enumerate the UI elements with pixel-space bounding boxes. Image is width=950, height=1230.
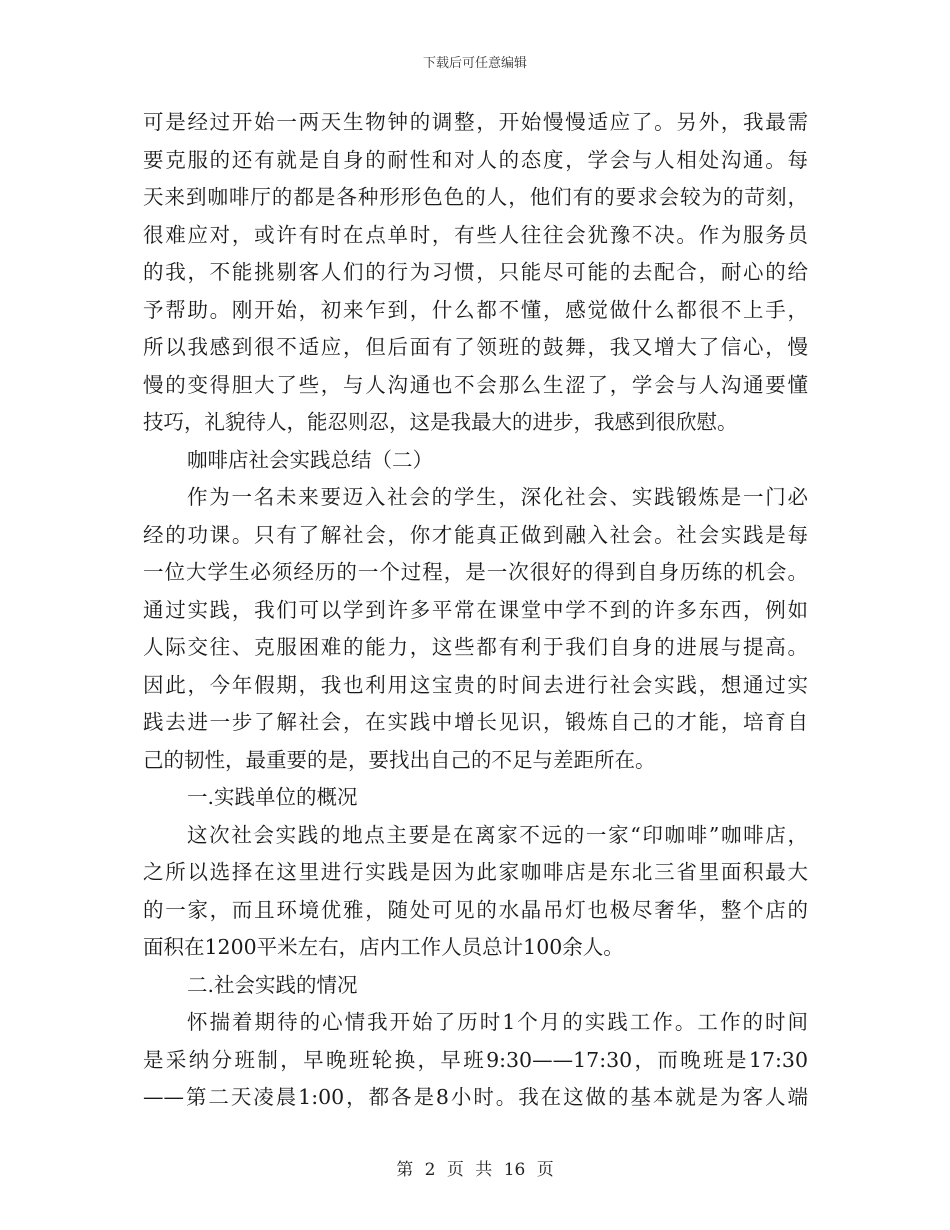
text-line: 要克服的还有就是自身的耐性和对人的态度，学会与人相处沟通。每	[143, 147, 808, 172]
text-line: 是采纳分班制，早晚班轮换，早班9:30——17:30，而晚班是17:30	[143, 1047, 808, 1072]
section-heading: 二.社会实践的情况	[187, 972, 358, 997]
text-line: 天来到咖啡厅的都是各种形形色色的人，他们有的要求会较为的苛刻，	[143, 185, 808, 209]
text-line: 通过实践，我们可以学到许多平常在课堂中学不到的许多东西，例如	[143, 597, 808, 622]
text-line: 所以我感到很不适应，但后面有了领班的鼓舞，我又增大了信心，慢	[143, 335, 808, 359]
text-line: 人际交往、克服困难的能力，这些都有利于我们自身的进展与提高。	[143, 635, 808, 659]
section-heading: 一.实践单位的概况	[187, 785, 358, 809]
text-line: 作为一名未来要迈入社会的学生，深化社会、实践锻炼是一门必	[187, 485, 808, 509]
page-header: 下载后可任意编辑	[422, 56, 527, 71]
text-line: 一位大学生必须经历的一个过程，是一次很好的得到自身历练的机会。	[143, 560, 808, 584]
text-line: 践去进一步了解社会，在实践中增长见识，锻炼自己的才能，培育自	[143, 710, 808, 734]
text-line: 这次社会实践的地点主要是在离家不远的一家“印咖啡”咖啡店，	[187, 822, 808, 847]
section-heading: 咖啡店社会实践总结（二）	[187, 447, 433, 472]
text-line: 技巧，礼貌待人，能忍则忍，这是我最大的进步，我感到很欣慰。	[143, 410, 738, 434]
text-line: 慢的变得胆大了些，与人沟通也不会那么生涩了，学会与人沟通要懂	[143, 372, 808, 397]
text-line: ——第二天凌晨1:00，都各是8小时。我在这做的基本就是为客人端	[143, 1085, 808, 1109]
text-line: 因此，今年假期，我也利用这宝贵的时间去进行社会实践，想通过实	[143, 672, 808, 697]
text-line: 面积在1200平米左右，店内工作人员总计100余人。	[143, 935, 624, 959]
page-footer: 第 2 页 共 16 页	[396, 1160, 554, 1180]
text-line: 可是经过开始一两天生物钟的调整，开始慢慢适应了。另外，我最需	[143, 110, 808, 134]
text-line: 的我，不能挑剔客人们的行为习惯，只能尽可能的去配合，耐心的给	[143, 260, 808, 284]
text-line: 予帮助。刚开始，初来乍到，什么都不懂，感觉做什么都很不上手，	[143, 297, 808, 322]
text-line: 己的韧性，最重要的是，要找出自己的不足与差距所在。	[143, 747, 656, 772]
text-line: 很难应对，或许有时在点单时，有些人往往会犹豫不决。作为服务员	[143, 222, 808, 247]
text-line: 怀揣着期待的心情我开始了历时1个月的实践工作。工作的时间	[187, 1010, 808, 1034]
document-body	[143, 104, 808, 1117]
text-line: 经的功课。只有了解社会，你才能真正做到融入社会。社会实践是每	[143, 522, 808, 547]
text-line: 之所以选择在这里进行实践是因为此家咖啡店是东北三省里面积最大	[143, 860, 808, 884]
text-line: 的一家，而且环境优雅，随处可见的水晶吊灯也极尽奢华，整个店的	[143, 897, 808, 922]
